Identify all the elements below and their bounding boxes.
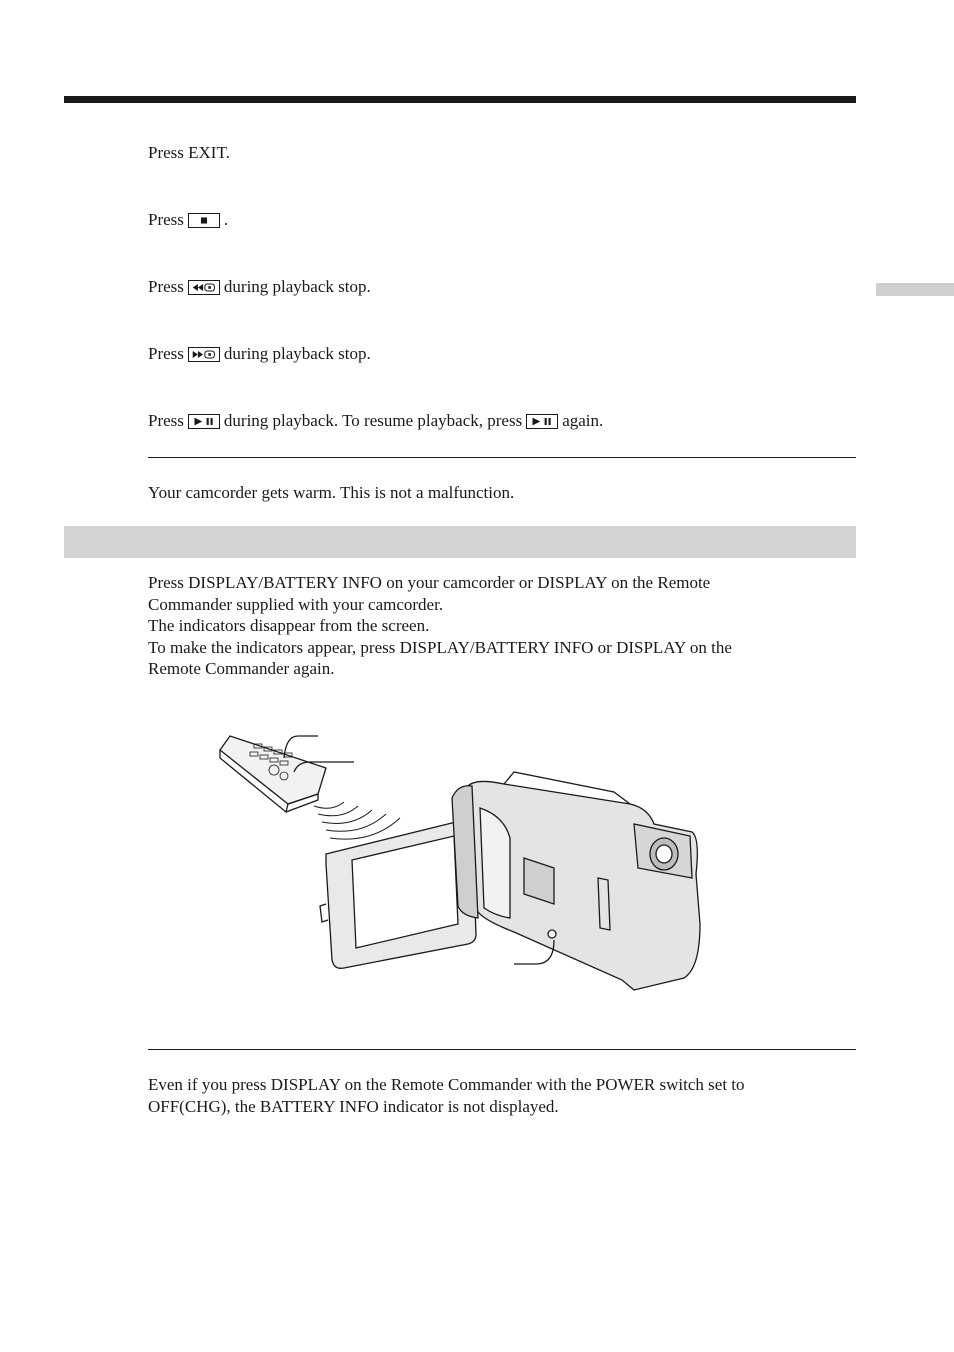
play-pause-icon [526, 414, 558, 429]
camcorder-body-icon [452, 772, 700, 990]
paragraph-line: The indicators disappear from the screen. [148, 616, 430, 635]
step-text: Press [148, 411, 184, 430]
infrared-signal-icon [314, 802, 400, 839]
remote-commander-icon [220, 736, 354, 812]
fast-forward-index-icon [188, 347, 220, 362]
step-text: Press EXIT. [148, 143, 230, 162]
paragraph-line: Commander supplied with your camcorder. [148, 594, 444, 614]
note-divider [148, 1049, 856, 1050]
display-instructions [148, 572, 732, 680]
rewind-index-icon [188, 280, 220, 295]
header-rule [64, 96, 856, 103]
step-text: Press [148, 210, 184, 229]
step-fast-forward [148, 343, 371, 365]
step-text: during playback stop. [223, 277, 371, 296]
step-text: Press [148, 277, 184, 296]
paragraph-line: Remote Commander again. [148, 659, 335, 678]
step-stop [148, 209, 228, 231]
paragraph-line: Press DISPLAY/BATTERY INFO on your camcorder or DISPLAY on the Remote [148, 573, 711, 592]
step-rewind [148, 276, 371, 298]
paragraph-line: Even if you press DISPLAY on the Remote Commander with the POWER switch set to [148, 1075, 745, 1094]
step-pause [148, 410, 603, 432]
stop-icon [188, 213, 220, 228]
note-divider [148, 457, 856, 458]
lcd-panel-icon [320, 820, 476, 968]
play-pause-icon [188, 414, 220, 429]
step-text: again. [562, 411, 604, 430]
step-text: during playback. To resume playback, press [223, 411, 523, 430]
step-text: . [223, 210, 229, 229]
paragraph-line: To make the indicators appear, press DISPLAY/BATTERY INFO or DISPLAY on the [148, 637, 732, 657]
paragraph-line: OFF(CHG), the BATTERY INFO indicator is not displayed. [148, 1096, 559, 1116]
section-tab-marker [876, 283, 954, 296]
camcorder-remote-illustration [214, 728, 714, 998]
battery-info-note [148, 1074, 745, 1117]
section-heading-band [64, 526, 856, 558]
note-text: Your camcorder gets warm. This is not a malfunction. [148, 483, 515, 502]
step-exit [148, 142, 230, 164]
step-text: Press [148, 344, 184, 363]
step-text: during playback stop. [223, 344, 371, 363]
